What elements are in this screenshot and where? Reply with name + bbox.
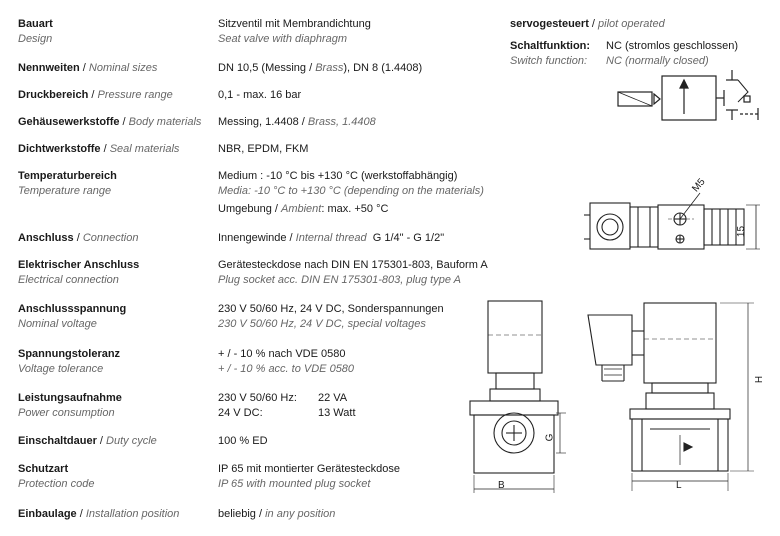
label-en: Power consumption <box>18 407 115 419</box>
ambient-value: : max. +50 °C <box>321 203 389 215</box>
label-en: Nominal voltage <box>18 318 97 330</box>
value-en: Media: -10 °C to +130 °C (depending on the materials) <box>218 185 484 197</box>
front-view-drawing <box>580 295 770 495</box>
label-de: Einbaulage <box>18 508 77 520</box>
value-en: in any position <box>265 508 336 520</box>
label-de: Druckbereich <box>18 89 89 101</box>
value: NBR, EPDM, FKM <box>218 143 309 155</box>
value-de: Gerätesteckdose nach DIN EN 175301-803, Bauform A <box>218 259 488 271</box>
dim-m5: M5 <box>690 176 708 195</box>
value-thread: G 1/4" - G 1/2" <box>366 232 445 244</box>
label-en: Seal materials <box>109 143 180 155</box>
label-de: Leistungsaufnahme <box>18 392 122 404</box>
power-dc-value: 13 Watt <box>318 407 356 419</box>
value-en: 230 V 50/60 Hz, 24 V DC, special voltages <box>218 318 426 330</box>
label-en: Duty cycle <box>106 435 157 447</box>
function-value-de: NC (stromlos geschlossen) <box>606 40 739 52</box>
value-de-tail: ), DN 8 (1.4408) <box>343 62 423 74</box>
label-de: Dichtwerkstoffe <box>18 143 101 155</box>
label-de: Gehäusewerkstoffe <box>18 116 120 128</box>
power-ac-value: 22 VA <box>318 392 348 404</box>
label-en: Temperature range <box>18 185 112 197</box>
label-en: Body materials <box>128 116 202 128</box>
valve-symbol <box>608 68 764 124</box>
dim-15: 15 <box>736 225 748 238</box>
pilot-operated: servogesteuert / pilot operated <box>510 18 665 30</box>
label-de: Schutzart <box>18 463 69 475</box>
value: 100 % ED <box>218 435 268 447</box>
pilot-de: servogesteuert <box>510 18 589 30</box>
value-de: Innengewinde / <box>218 232 296 244</box>
function-label-en: Switch function: <box>510 55 588 67</box>
dim-g: G <box>544 433 556 442</box>
value-de: Sitzventil mit Membrandichtung <box>218 18 371 30</box>
label-en: Pressure range <box>97 89 173 101</box>
value-de: + / - 10 % nach VDE 0580 <box>218 348 346 360</box>
power-ac-label: 230 V 50/60 Hz: <box>218 392 297 404</box>
label-en: Nominal sizes <box>88 62 158 74</box>
value-de: Medium : -10 °C bis +130 °C (werkstoffabhängig) <box>218 170 458 182</box>
label-de: Anschluss <box>18 232 74 244</box>
value-en: Brass, 1.4408 <box>307 116 376 128</box>
side-view-drawing <box>466 295 576 495</box>
label-de: Temperaturbereich <box>18 170 117 182</box>
value-en: Plug socket acc. DIN EN 175301-803, plug type A <box>218 274 461 286</box>
label-de: Anschlussspannung <box>18 303 127 315</box>
label-de: Bauart <box>18 18 53 30</box>
value-en: + / - 10 % acc. to VDE 0580 <box>218 363 355 375</box>
dim-h: H <box>754 375 766 384</box>
label-en: Connection <box>82 232 139 244</box>
value-de: 230 V 50/60 Hz, 24 V DC, Sonderspannungen <box>218 303 444 315</box>
ambient-de: Umgebung / <box>218 203 281 215</box>
label-de: Spannungstoleranz <box>18 348 121 360</box>
function-label-de: Schaltfunktion: <box>510 40 591 52</box>
label-de: Elektrischer Anschluss <box>18 259 140 271</box>
function-value-en: NC (normally closed) <box>606 55 709 67</box>
value-de: beliebig / <box>218 508 266 520</box>
value-en: Internal thread <box>295 232 367 244</box>
value-en: Seat valve with diaphragm <box>218 33 348 45</box>
label-en: Protection code <box>18 478 95 490</box>
dim-b: B <box>498 480 505 491</box>
value-en: IP 65 with mounted plug socket <box>218 478 371 490</box>
value-de: Messing, 1.4408 / <box>218 116 308 128</box>
value: 0,1 - max. 16 bar <box>218 89 302 101</box>
ambient-en: Ambient <box>280 203 322 215</box>
power-dc-label: 24 V DC: <box>218 407 263 419</box>
label-de: Einschaltdauer <box>18 435 97 447</box>
label-en: Electrical connection <box>18 274 119 286</box>
pilot-en: pilot operated <box>598 18 665 30</box>
label-en: Installation position <box>85 508 180 520</box>
label-en: Voltage tolerance <box>18 363 104 375</box>
value-de: DN 10,5 (Messing / <box>218 62 316 74</box>
value-en: Brass <box>315 62 344 74</box>
dim-l: L <box>676 480 682 491</box>
label-de: Nennweiten <box>18 62 80 74</box>
value-de: IP 65 mit montierter Gerätesteckdose <box>218 463 400 475</box>
switch-function <box>510 39 770 69</box>
label-en: Design <box>18 33 53 45</box>
